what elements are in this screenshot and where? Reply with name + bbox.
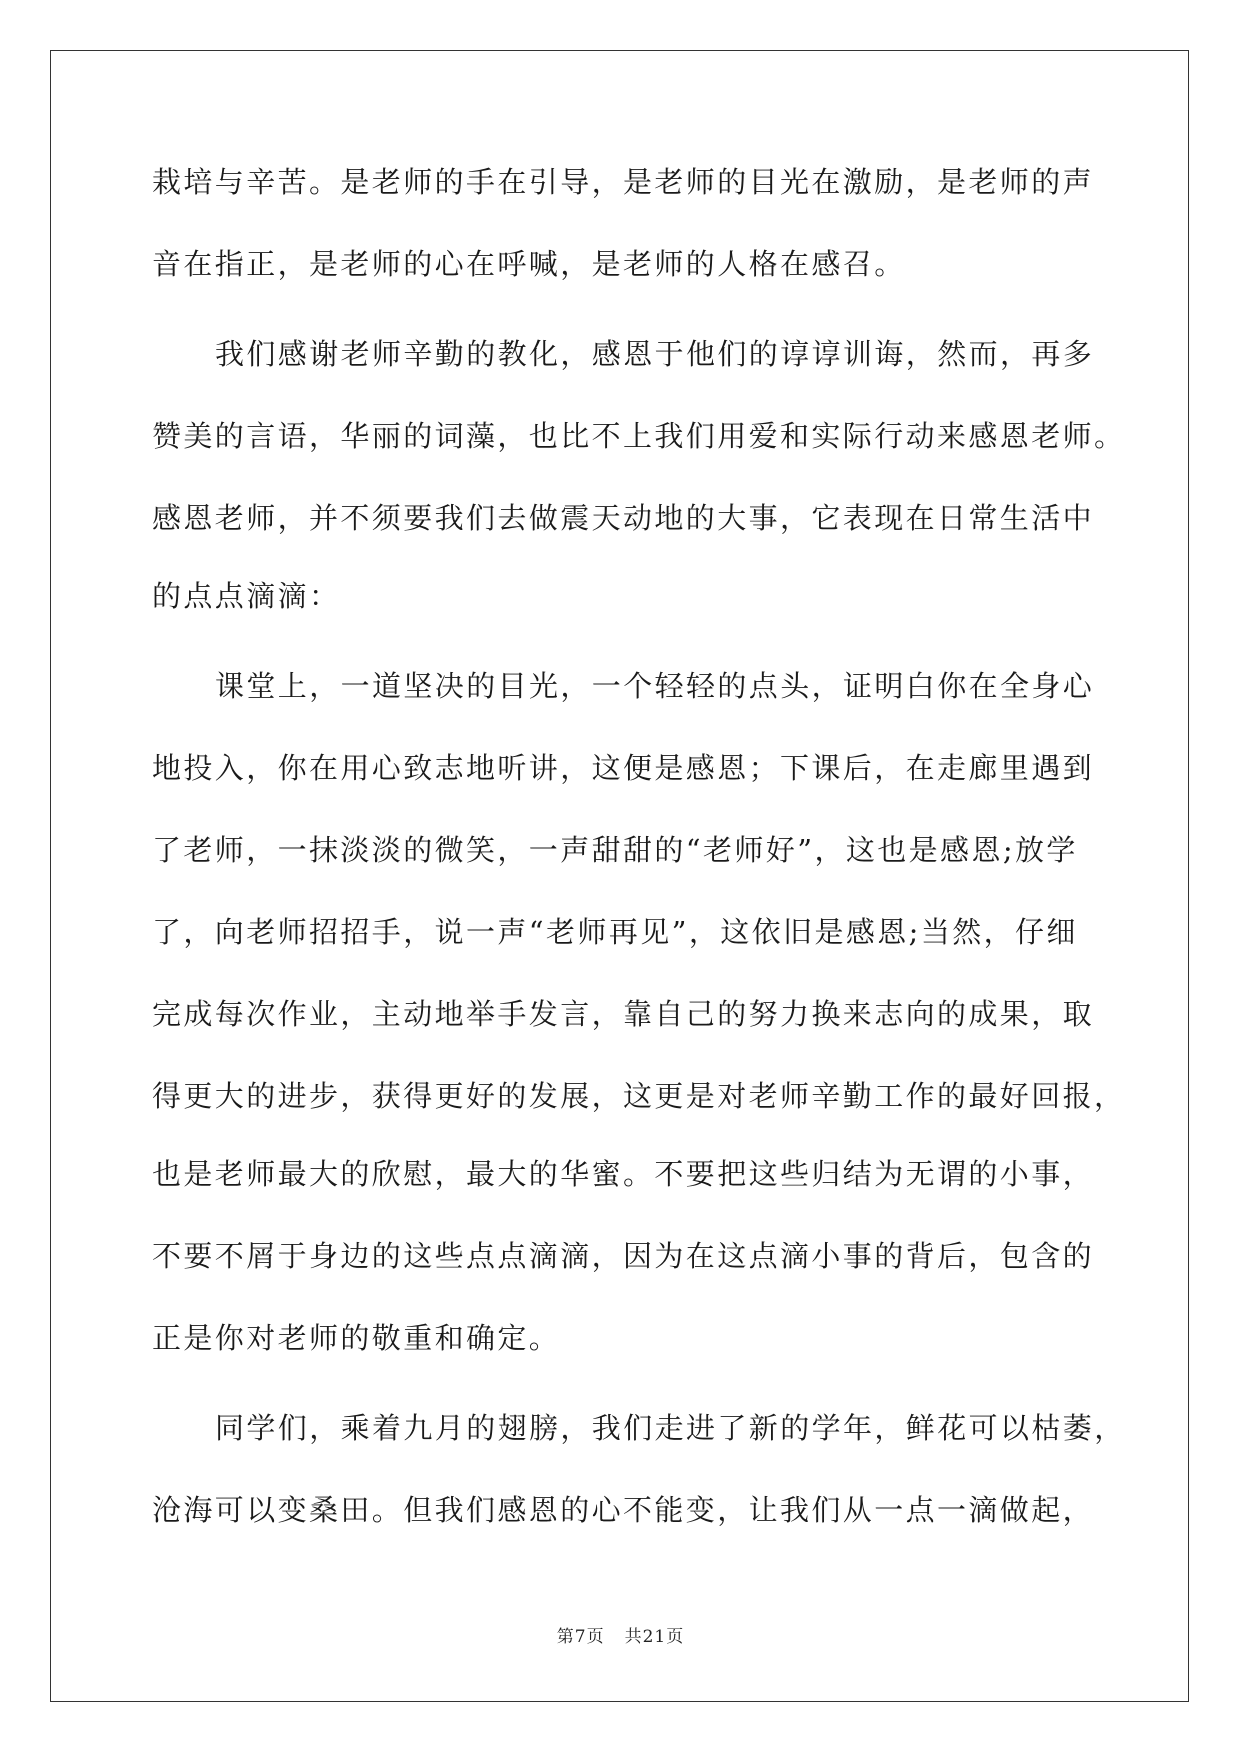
text-line-15: 正是你对老师的敬重和确定。 [152, 1321, 561, 1355]
text-line-10: 了，向老师招招手，说一声“老师再见”，这依旧是感恩;当然，仔细 [152, 915, 1078, 949]
paragraph-start-line-7: 课堂上，一道坚决的目光，一个轻轻的点头，证明白你在全身心 [215, 669, 1095, 703]
total-page-count: 共21页 [624, 1627, 685, 1647]
text-line-11: 完成每次作业，主动地举手发言，靠自己的努力换来志向的成果，取 [152, 997, 1095, 1031]
document-body [152, 162, 1126, 1572]
text-line-6: 的点点滴滴： [152, 579, 341, 613]
text-line-14: 不要不屑于身边的这些点点滴滴，因为在这点滴小事的背后，包含的 [152, 1239, 1095, 1273]
paragraph-start-line-3: 我们感谢老师辛勤的教化，感恩于他们的谆谆训诲，然而，再多 [215, 337, 1095, 371]
text-line-2: 音在指正，是老师的心在呼喊，是老师的人格在感召。 [152, 247, 906, 281]
text-line-5: 感恩老师，并不须要我们去做震天动地的大事，它表现在日常生活中 [152, 501, 1095, 535]
page-footer [0, 1622, 1241, 1647]
text-line-1: 栽培与辛苦。是老师的手在引导，是老师的目光在激励，是老师的声 [152, 165, 1095, 199]
current-page-number: 第7页 [556, 1627, 605, 1647]
text-line-4: 赞美的言语，华丽的词藻，也比不上我们用爱和实际行动来感恩老师。 [152, 419, 1126, 453]
text-line-17: 沧海可以变桑田。但我们感恩的心不能变，让我们从一点一滴做起， [152, 1493, 1095, 1527]
text-line-9: 了老师，一抹淡淡的微笑，一声甜甜的“老师好”，这也是感恩;放学 [152, 833, 1078, 867]
text-line-12: 得更大的进步，获得更好的发展，这更是对老师辛勤工作的最好回报， [152, 1079, 1126, 1113]
text-line-8: 地投入，你在用心致志地听讲，这便是感恩；下课后，在走廊里遇到 [152, 751, 1095, 785]
text-line-13: 也是老师最大的欣慰，最大的华蜜。不要把这些归结为无谓的小事， [152, 1157, 1095, 1191]
paragraph-start-line-16: 同学们，乘着九月的翅膀，我们走进了新的学年，鲜花可以枯萎， [215, 1411, 1126, 1445]
